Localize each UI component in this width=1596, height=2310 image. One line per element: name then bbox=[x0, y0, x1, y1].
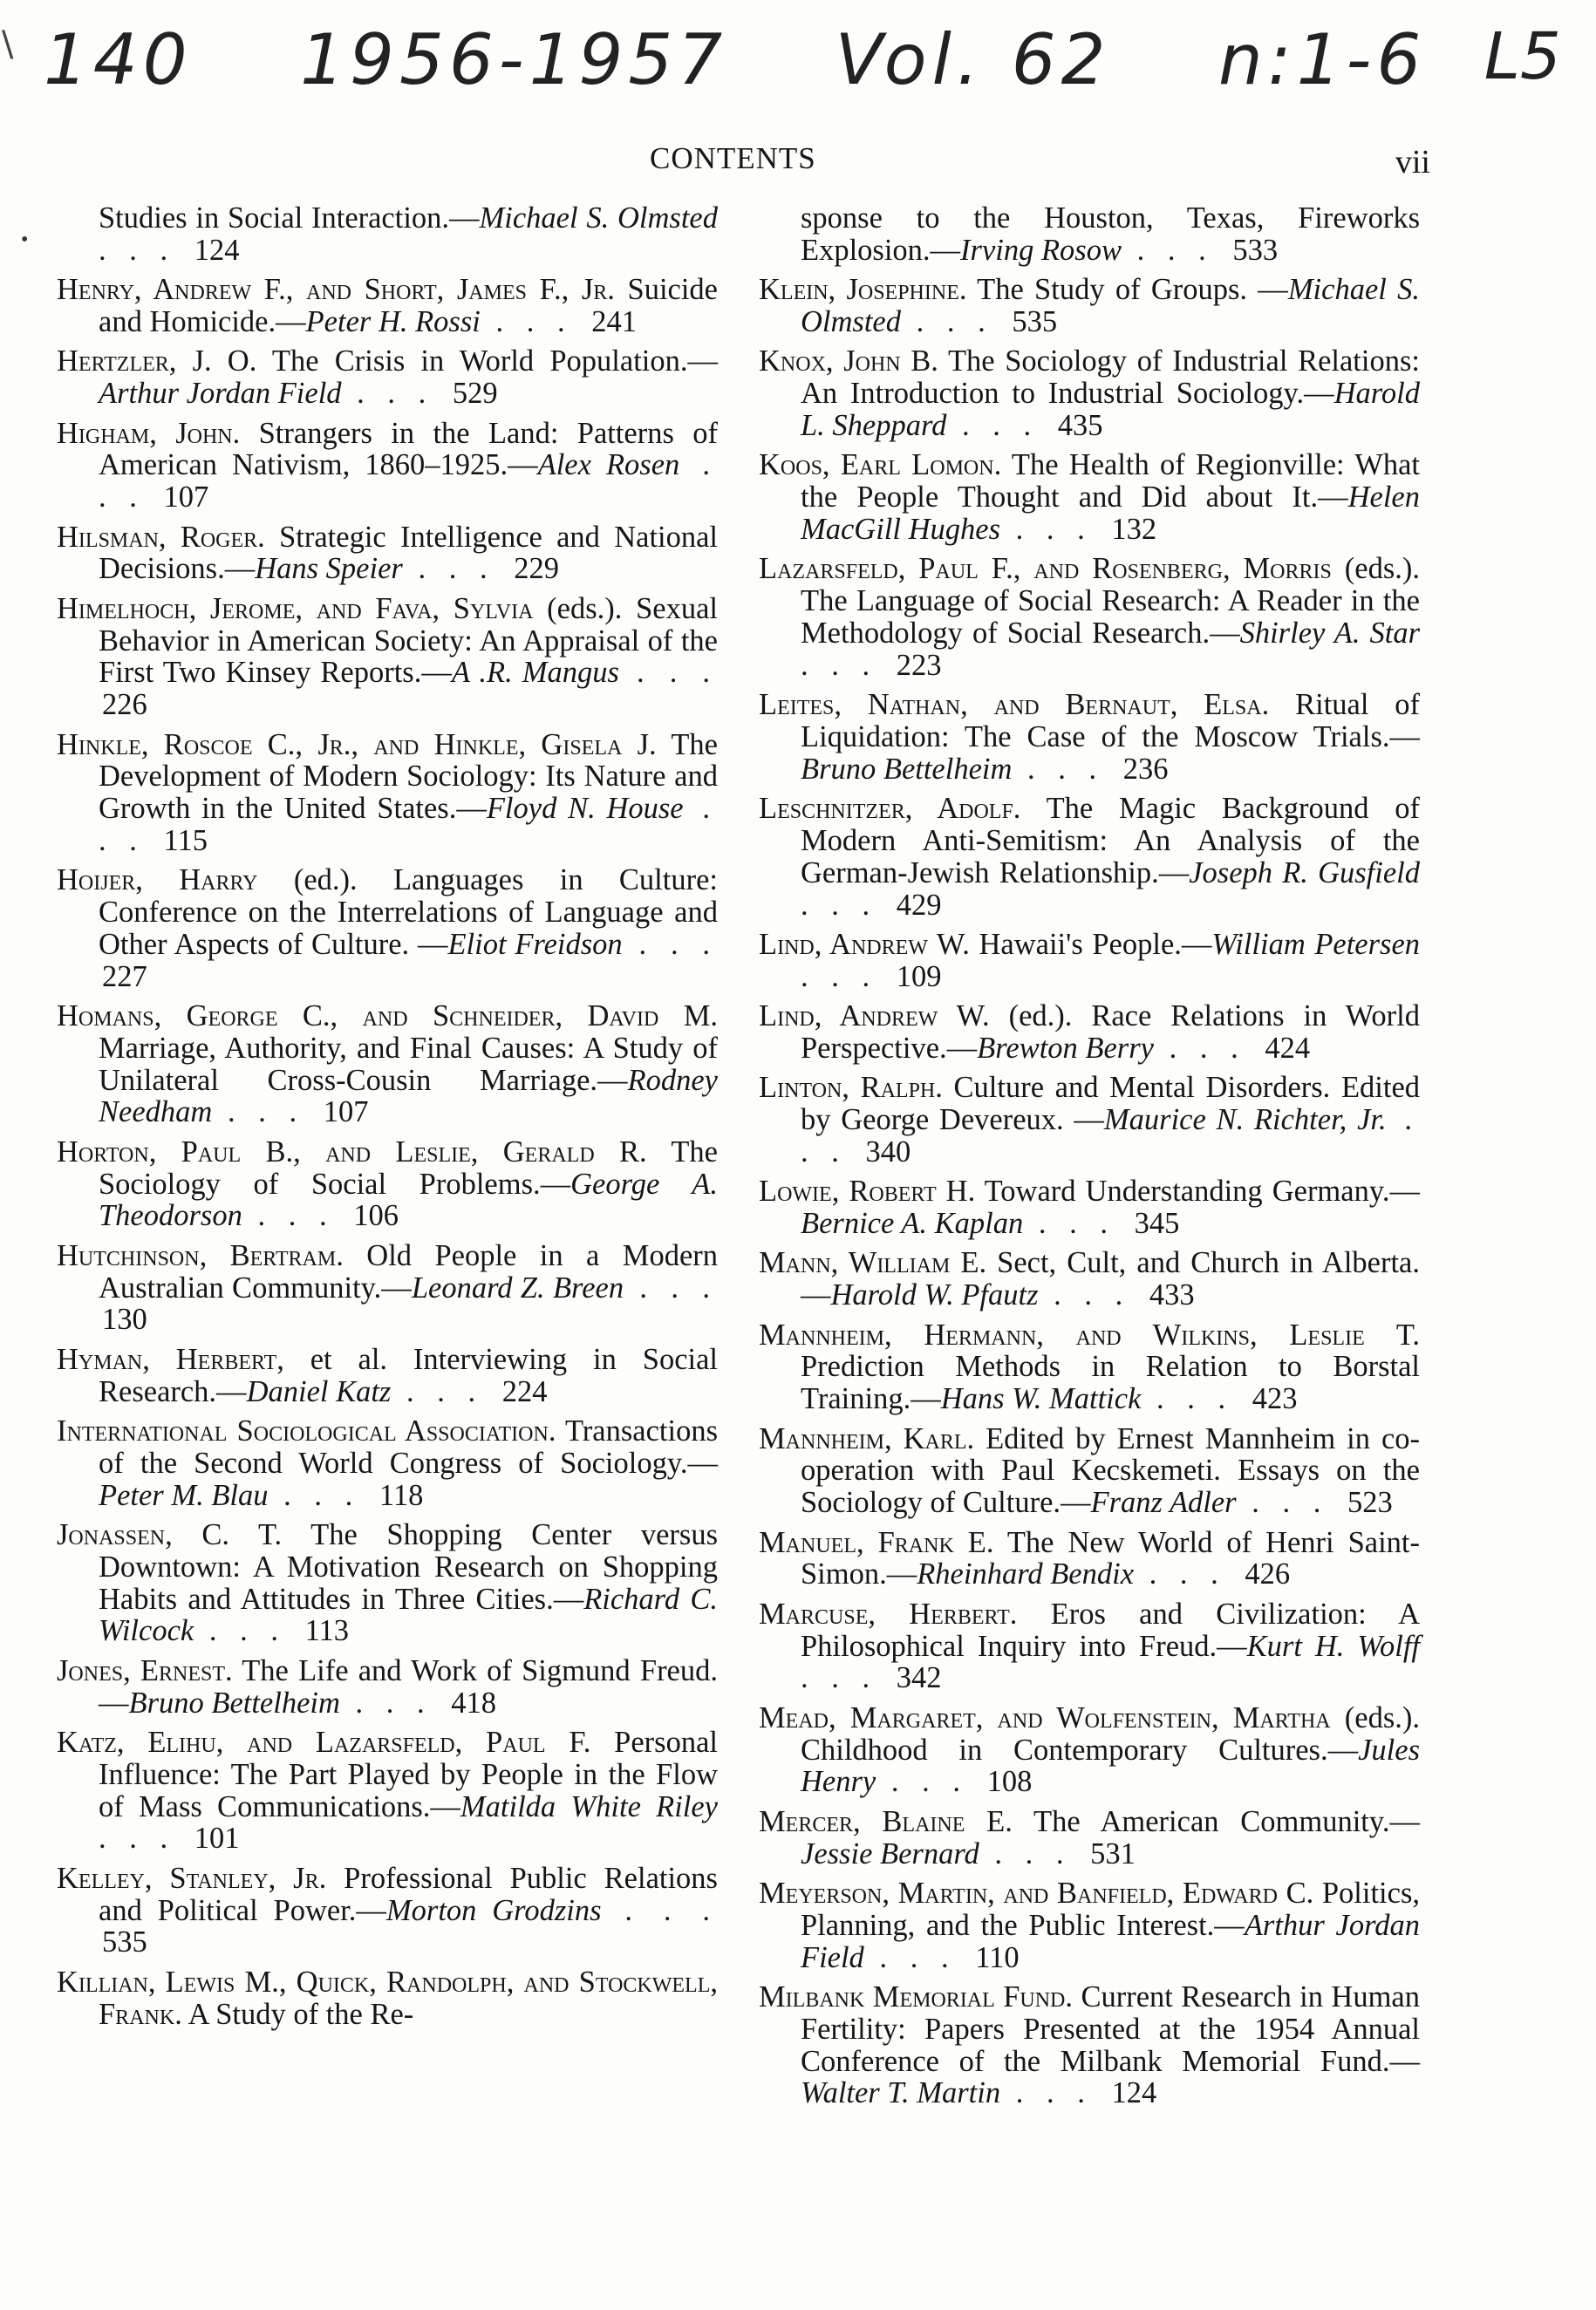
left-column bbox=[57, 202, 718, 2038]
entry-page-number: 227 bbox=[102, 959, 147, 993]
entry-reviewer: Daniel Katz bbox=[246, 1374, 392, 1408]
entry-page-number: 342 bbox=[896, 1661, 942, 1695]
index-entry bbox=[759, 1981, 1420, 2109]
handwritten-number: 140 bbox=[44, 19, 193, 100]
entry-author: International Sociological Association. bbox=[57, 1414, 556, 1448]
entry-author: Lowie, Robert H. bbox=[759, 1175, 976, 1209]
entry-reviewer: Peter H. Rossi bbox=[305, 304, 481, 338]
entry-reviewer: Franz Adler bbox=[1090, 1486, 1237, 1520]
entry-title: The Sociology of Social Problems.— bbox=[99, 1135, 718, 1201]
entry-author: Linton, Ralph. bbox=[759, 1071, 943, 1105]
entry-author: Hilsman, Roger. bbox=[57, 520, 265, 554]
entry-page-number: 106 bbox=[353, 1199, 399, 1233]
entry-page-number: 424 bbox=[1265, 1031, 1311, 1065]
index-entry bbox=[57, 593, 718, 721]
entry-reviewer: Matilda White Riley bbox=[460, 1789, 718, 1823]
entry-reviewer: Hans W. Mattick bbox=[940, 1382, 1142, 1416]
dot-leaders: . . . bbox=[1122, 233, 1230, 267]
entry-title: sponse to the Houston, Texas, Fireworks Explosion.— bbox=[801, 201, 1420, 267]
entry-page-number: 523 bbox=[1347, 1486, 1393, 1520]
entry-author: Homans, George C., and Schneider, David M. bbox=[57, 999, 718, 1033]
entry-page-number: 118 bbox=[379, 1478, 424, 1512]
entry-page-number: 226 bbox=[102, 688, 147, 722]
index-entry bbox=[57, 1863, 718, 1959]
index-entry bbox=[57, 1240, 718, 1336]
entry-page-number: 108 bbox=[986, 1765, 1033, 1799]
index-entry bbox=[759, 449, 1420, 545]
entry-title: Prediction Methods in Relation to Borstal Training.— bbox=[801, 1350, 1420, 1416]
dot-leaders: . . . bbox=[99, 233, 191, 267]
entry-page-number: 429 bbox=[896, 888, 942, 922]
entry-title: Personal Influence: The Part Played by People in the Flow of Mass Communications.— bbox=[99, 1725, 718, 1823]
index-entry bbox=[759, 553, 1420, 681]
dot-leaders: . . . bbox=[801, 648, 893, 682]
entry-author: Hutchinson, Bertram. bbox=[57, 1238, 344, 1272]
entry-page-number: 345 bbox=[1134, 1207, 1180, 1241]
index-entry bbox=[57, 1000, 718, 1128]
entry-title: The Crisis in World Population.— bbox=[271, 344, 718, 378]
entry-title: (ed.). Languages in Culture: Conference on the Interrelations of Language and Other Aspects of Culture. — bbox=[99, 863, 718, 961]
handwritten-issues: n:1-6 bbox=[1217, 19, 1427, 100]
entry-author: Hoijer, Harry bbox=[57, 863, 258, 897]
entry-reviewer: Michael S. Olmsted bbox=[479, 201, 718, 235]
entry-page-number: 101 bbox=[194, 1822, 240, 1856]
entry-title: Eros and Civilization: A Philosophical Inquiry into Freud.— bbox=[801, 1597, 1421, 1663]
entry-author: Henry, Andrew F., and Short, James F., Jr. bbox=[57, 273, 615, 307]
dot-leaders: . . . bbox=[601, 1893, 719, 1927]
entry-reviewer: A .R. Mangus bbox=[451, 656, 619, 690]
entry-author: Mannheim, Karl. bbox=[759, 1421, 975, 1455]
entry-page-number: 533 bbox=[1232, 233, 1279, 267]
index-entry bbox=[57, 202, 718, 267]
index-entry bbox=[57, 521, 718, 586]
entry-reviewer: Bernice A. Kaplan bbox=[801, 1207, 1024, 1241]
entry-author: Jonassen, C. T. bbox=[57, 1518, 283, 1551]
entry-reviewer: Jessie Bernard bbox=[801, 1836, 979, 1870]
entry-title: Suicide and Homicide.— bbox=[99, 273, 718, 338]
index-entry bbox=[57, 729, 718, 857]
entry-page-number: 433 bbox=[1149, 1278, 1195, 1312]
entry-title: The Sociology of Industrial Relations: An Introduction to Industrial Sociology.— bbox=[801, 344, 1420, 411]
entry-page-number: 423 bbox=[1252, 1382, 1298, 1416]
index-entry bbox=[759, 1247, 1420, 1312]
dot-leaders: . . . bbox=[618, 656, 718, 690]
entry-title: Sect, Cult, and Church in Alberta.— bbox=[801, 1246, 1420, 1312]
entry-author: Knox, John B. bbox=[759, 344, 938, 378]
index-entry bbox=[57, 1655, 718, 1720]
entry-title: A Study of the Re- bbox=[188, 1997, 414, 2031]
dot-leaders: . . . bbox=[212, 1095, 320, 1129]
dot-leaders: . . . bbox=[1134, 1557, 1242, 1591]
entry-title: The Life and Work of Sigmund Freud.— bbox=[99, 1653, 718, 1720]
handwritten-volume: Vol. 62 bbox=[835, 19, 1111, 100]
entry-title: Professional Public Relations and Political Power.— bbox=[99, 1861, 718, 1927]
dot-leaders: . . . bbox=[194, 1614, 302, 1648]
entry-page-number: 107 bbox=[163, 480, 209, 514]
entry-title: Current Research in Human Fertility: Papers Presented at the 1954 Annual Conference of the Milbank Memorial Fund.— bbox=[801, 1980, 1420, 2078]
entry-author: Mercer, Blaine E. bbox=[759, 1804, 1013, 1838]
entry-author: Mannheim, Hermann, and Wilkins, Leslie T. bbox=[759, 1318, 1420, 1352]
dot-leaders: . . . bbox=[480, 304, 589, 338]
index-entry bbox=[759, 1175, 1420, 1240]
entry-title: Strangers in the Land: Patterns of American Nativism, 1860–1925.— bbox=[99, 416, 718, 482]
dot-leaders: . . . bbox=[901, 304, 1009, 338]
dot-leaders: . . . bbox=[1012, 752, 1120, 786]
entry-title: Hawaii's People.— bbox=[979, 927, 1212, 961]
dot-leaders: . . . bbox=[1153, 1031, 1262, 1065]
entry-page-number: 529 bbox=[452, 377, 498, 411]
entry-author: Hyman, Herbert, bbox=[57, 1342, 284, 1376]
entry-author: Leites, Nathan, and Bernaut, Elsa. bbox=[759, 688, 1270, 722]
entry-title: (eds.). Childhood in Contemporary Cultures.— bbox=[801, 1700, 1421, 1767]
entry-reviewer: Floyd N. House bbox=[486, 792, 684, 826]
entry-title: Edited by Ernest Mannheim in co-operation with Paul Kecskemeti. Essays on the Sociology of Culture.— bbox=[801, 1421, 1420, 1520]
dot-leaders: . . . bbox=[979, 1836, 1088, 1870]
entry-page-number: 236 bbox=[1122, 752, 1169, 786]
index-entry bbox=[759, 274, 1420, 338]
entry-reviewer: Helen MacGill Hughes bbox=[801, 480, 1420, 546]
entry-page-number: 107 bbox=[323, 1095, 369, 1129]
entry-reviewer: Brewton Berry bbox=[977, 1031, 1154, 1065]
entry-author: Higham, John. bbox=[57, 416, 241, 450]
entry-reviewer: Maurice N. Richter, Jr. bbox=[1103, 1103, 1387, 1137]
entry-page-number: 531 bbox=[1090, 1836, 1136, 1870]
dot-leaders: . . . bbox=[801, 959, 893, 993]
entry-reviewer: Eliot Freidson bbox=[447, 927, 623, 961]
entry-reviewer: Michael S. Olmsted bbox=[801, 273, 1420, 338]
entry-author: Hinkle, Roscoe C., Jr., and Hinkle, Gisela J. bbox=[57, 727, 657, 761]
entry-title: (ed.). Race Relations in World Perspective.— bbox=[801, 999, 1421, 1065]
index-entry bbox=[759, 1702, 1420, 1798]
dot-leaders: . . . bbox=[1236, 1486, 1344, 1520]
entry-reviewer: Walter T. Martin bbox=[801, 2076, 1001, 2110]
handwritten-corner-mark: L5 bbox=[1483, 19, 1561, 94]
entry-author: Lazarsfeld, Paul F., and Rosenberg, Morris bbox=[759, 552, 1332, 586]
entry-page-number: 241 bbox=[591, 304, 637, 338]
entry-author: Koos, Earl Lomon. bbox=[759, 448, 1002, 482]
stray-dot: • bbox=[21, 228, 29, 251]
dot-leaders: . . . bbox=[622, 927, 719, 961]
index-entry bbox=[759, 1423, 1420, 1519]
entry-author: Manuel, Frank E. bbox=[759, 1525, 994, 1559]
dot-leaders: . . . bbox=[801, 1103, 1421, 1169]
entry-page-number: 535 bbox=[102, 1925, 147, 1959]
dot-leaders: . . . bbox=[1023, 1207, 1131, 1241]
index-entry bbox=[57, 1344, 718, 1408]
index-entry bbox=[759, 345, 1420, 441]
entry-reviewer: Irving Rosow bbox=[960, 233, 1122, 267]
entry-reviewer: Rodney Needham bbox=[99, 1063, 718, 1129]
entry-page-number: 418 bbox=[451, 1686, 497, 1720]
dot-leaders: . . . bbox=[99, 1822, 191, 1856]
entry-title: The Development of Modern Sociology: Its Nature and Growth in the United States.— bbox=[99, 727, 718, 826]
entry-title: The Magic Background of Modern Anti-Semitism: An Analysis of the German-Jewish Relationship.— bbox=[801, 792, 1420, 889]
entry-author: Himelhoch, Jerome, and Fava, Sylvia bbox=[57, 591, 534, 625]
index-entry bbox=[759, 1000, 1420, 1065]
index-entry bbox=[759, 929, 1420, 993]
entry-page-number: 435 bbox=[1057, 408, 1103, 442]
entry-title: The Shopping Center versus Downtown: A Motivation Research on Shopping Habits and Attitudes in Three Cities.— bbox=[99, 1518, 718, 1616]
entry-reviewer: Bruno Bettelheim bbox=[128, 1686, 340, 1720]
entry-reviewer: Rheinhard Bendix bbox=[917, 1557, 1135, 1591]
index-entry bbox=[57, 1966, 718, 2031]
entry-reviewer: Harold W. Pfautz bbox=[830, 1278, 1039, 1312]
entry-title: (eds.). The Language of Social Research: A Reader in the Methodology of Social Research.— bbox=[801, 552, 1420, 650]
right-column bbox=[759, 202, 1420, 2117]
entry-author: Katz, Elihu, and Lazarsfeld, Paul F. bbox=[57, 1725, 591, 1759]
entry-title: Marriage, Authority, and Final Causes: A Study of Unilateral Cross-Cousin Marriage.— bbox=[99, 1031, 718, 1097]
page-folio: vii bbox=[1395, 144, 1430, 181]
dot-leaders: . . . bbox=[801, 888, 893, 922]
entry-reviewer: Peter M. Blau bbox=[99, 1478, 269, 1512]
entry-page-number: 130 bbox=[102, 1303, 147, 1337]
dot-leaders: . . . bbox=[624, 1271, 719, 1305]
entry-reviewer: Arthur Jordan Field bbox=[99, 377, 342, 411]
entry-reviewer: William Petersen bbox=[1211, 927, 1421, 961]
index-entry bbox=[57, 864, 718, 992]
entry-page-number: 124 bbox=[194, 233, 240, 267]
entry-author: Mead, Margaret, and Wolfenstein, Martha bbox=[759, 1700, 1331, 1734]
entry-page-number: 223 bbox=[896, 648, 942, 682]
entry-page-number: 340 bbox=[865, 1135, 911, 1169]
entry-page-number: 224 bbox=[501, 1374, 548, 1408]
index-entry bbox=[57, 1519, 718, 1647]
index-entry bbox=[759, 202, 1420, 267]
entry-author: Jones, Ernest. bbox=[57, 1653, 233, 1687]
index-entry bbox=[759, 689, 1420, 785]
index-entry bbox=[57, 418, 718, 514]
entry-author: Hertzler, J. O. bbox=[57, 344, 257, 378]
entry-page-number: 115 bbox=[163, 823, 208, 857]
entry-title: (eds.). Sexual Behavior in American Society: An Appraisal of the First Two Kinsey Reports.— bbox=[99, 591, 718, 690]
entry-title: Old People in a Modern Australian Community.— bbox=[99, 1238, 719, 1305]
index-entry bbox=[759, 1877, 1420, 1973]
index-entry bbox=[759, 793, 1420, 921]
dot-leaders: . . . bbox=[1000, 512, 1108, 546]
entry-title: Culture and Mental Disorders. Edited by George Devereux. — bbox=[801, 1071, 1421, 1137]
dot-leaders: . . . bbox=[339, 1686, 448, 1720]
entry-title: et al. Interviewing in Social Research.— bbox=[99, 1342, 718, 1408]
index-entry bbox=[57, 1727, 718, 1855]
running-head: CONTENTS bbox=[650, 141, 816, 175]
entry-reviewer: Bruno Bettelheim bbox=[801, 752, 1013, 786]
dot-leaders: . . . bbox=[1000, 2076, 1108, 2110]
entry-page-number: 110 bbox=[975, 1940, 1020, 1974]
entry-page-number: 426 bbox=[1245, 1557, 1291, 1591]
entry-title: Ritual of Liquidation: The Case of the Moscow Trials.— bbox=[801, 688, 1421, 753]
entry-reviewer: Shirley A. Star bbox=[1239, 616, 1421, 650]
entry-author: Killian, Lewis M., Quick, Randolph, and Stockwell, Frank. bbox=[57, 1965, 718, 2031]
entry-title: The New World of Henri Saint-Simon.— bbox=[801, 1525, 1420, 1591]
entry-title: The Study of Groups. — bbox=[977, 273, 1288, 307]
entry-author: Marcuse, Herbert. bbox=[759, 1597, 1018, 1631]
entry-reviewer: Arthur Jordan Field bbox=[801, 1908, 1420, 1974]
index-entry bbox=[57, 1415, 718, 1511]
entry-reviewer: George A. Theodorson bbox=[99, 1167, 718, 1233]
entry-reviewer: Leonard Z. Breen bbox=[411, 1271, 624, 1305]
entry-title: The American Community.— bbox=[1033, 1804, 1420, 1838]
entry-page-number: 535 bbox=[1012, 304, 1058, 338]
dot-leaders: . . . bbox=[242, 1199, 351, 1233]
entry-author: Meyerson, Martin, and Banfield, Edward C. bbox=[759, 1876, 1314, 1910]
entry-title: The Health of Regionville: What the People Thought and Did about It.— bbox=[801, 448, 1420, 514]
dot-leaders: . . . bbox=[268, 1478, 376, 1512]
entry-page-number: 124 bbox=[1111, 2076, 1157, 2110]
handwritten-years: 1956-1957 bbox=[300, 19, 728, 100]
entry-author: Leschnitzer, Adolf. bbox=[759, 792, 1021, 826]
entry-reviewer: Alex Rosen bbox=[537, 448, 680, 482]
entry-page-number: 113 bbox=[304, 1614, 350, 1648]
entry-author: Milbank Memorial Fund. bbox=[759, 1980, 1074, 2014]
index-entry bbox=[57, 345, 718, 410]
entry-author: Horton, Paul B., and Leslie, Gerald R. bbox=[57, 1135, 647, 1169]
entry-page-number: 109 bbox=[896, 959, 942, 993]
entry-page-number: 132 bbox=[1111, 512, 1157, 546]
entry-page-number: 229 bbox=[514, 552, 559, 586]
index-entry bbox=[57, 274, 718, 338]
dot-leaders: . . . bbox=[391, 1374, 499, 1408]
entry-author: Kelley, Stanley, Jr. bbox=[57, 1861, 327, 1895]
entry-title: Strategic Intelligence and National Decisions.— bbox=[99, 520, 719, 586]
entry-reviewer: Hans Speier bbox=[255, 552, 403, 586]
entry-title: Transactions of the Second World Congress of Sociology.— bbox=[99, 1414, 718, 1480]
entry-title: Politics, Planning, and the Public Interest.— bbox=[801, 1876, 1421, 1942]
entry-author: Lind, Andrew W. bbox=[759, 927, 970, 961]
margin-mark: \ bbox=[2, 24, 14, 65]
dot-leaders: . . . bbox=[876, 1765, 984, 1799]
dot-leaders: . . . bbox=[99, 448, 718, 514]
entry-reviewer: Richard C. Wilcock bbox=[99, 1582, 718, 1648]
entry-reviewer: Harold L. Sheppard bbox=[801, 377, 1420, 442]
dot-leaders: . . . bbox=[863, 1940, 972, 1974]
entry-reviewer: Morton Grodzins bbox=[385, 1893, 602, 1927]
entry-title: Studies in Social Interaction.— bbox=[99, 201, 480, 235]
entry-title: Toward Understanding Germany.— bbox=[984, 1175, 1420, 1209]
dot-leaders: . . . bbox=[402, 552, 511, 586]
index-entry bbox=[759, 1319, 1420, 1415]
entry-author: Mann, William E. bbox=[759, 1246, 987, 1280]
index-entry bbox=[759, 1598, 1420, 1694]
index-entry bbox=[759, 1527, 1420, 1591]
index-entry bbox=[759, 1806, 1420, 1870]
entry-reviewer: Jules Henry bbox=[801, 1733, 1420, 1799]
dot-leaders: . . . bbox=[946, 408, 1054, 442]
dot-leaders: . . . bbox=[341, 377, 449, 411]
entry-author: Lind, Andrew W. bbox=[759, 999, 990, 1033]
dot-leaders: . . . bbox=[1141, 1382, 1249, 1416]
index-entry bbox=[57, 1136, 718, 1232]
dot-leaders: . . . bbox=[1038, 1278, 1146, 1312]
index-entry bbox=[759, 1072, 1420, 1168]
dot-leaders: . . . bbox=[99, 792, 719, 857]
entry-author: Klein, Josephine. bbox=[759, 273, 967, 307]
dot-leaders: . . . bbox=[801, 1661, 893, 1695]
entry-reviewer: Joseph R. Gusfield bbox=[1189, 855, 1420, 889]
entry-reviewer: Kurt H. Wolff bbox=[1246, 1629, 1420, 1663]
handwritten-annotation bbox=[44, 19, 1506, 100]
